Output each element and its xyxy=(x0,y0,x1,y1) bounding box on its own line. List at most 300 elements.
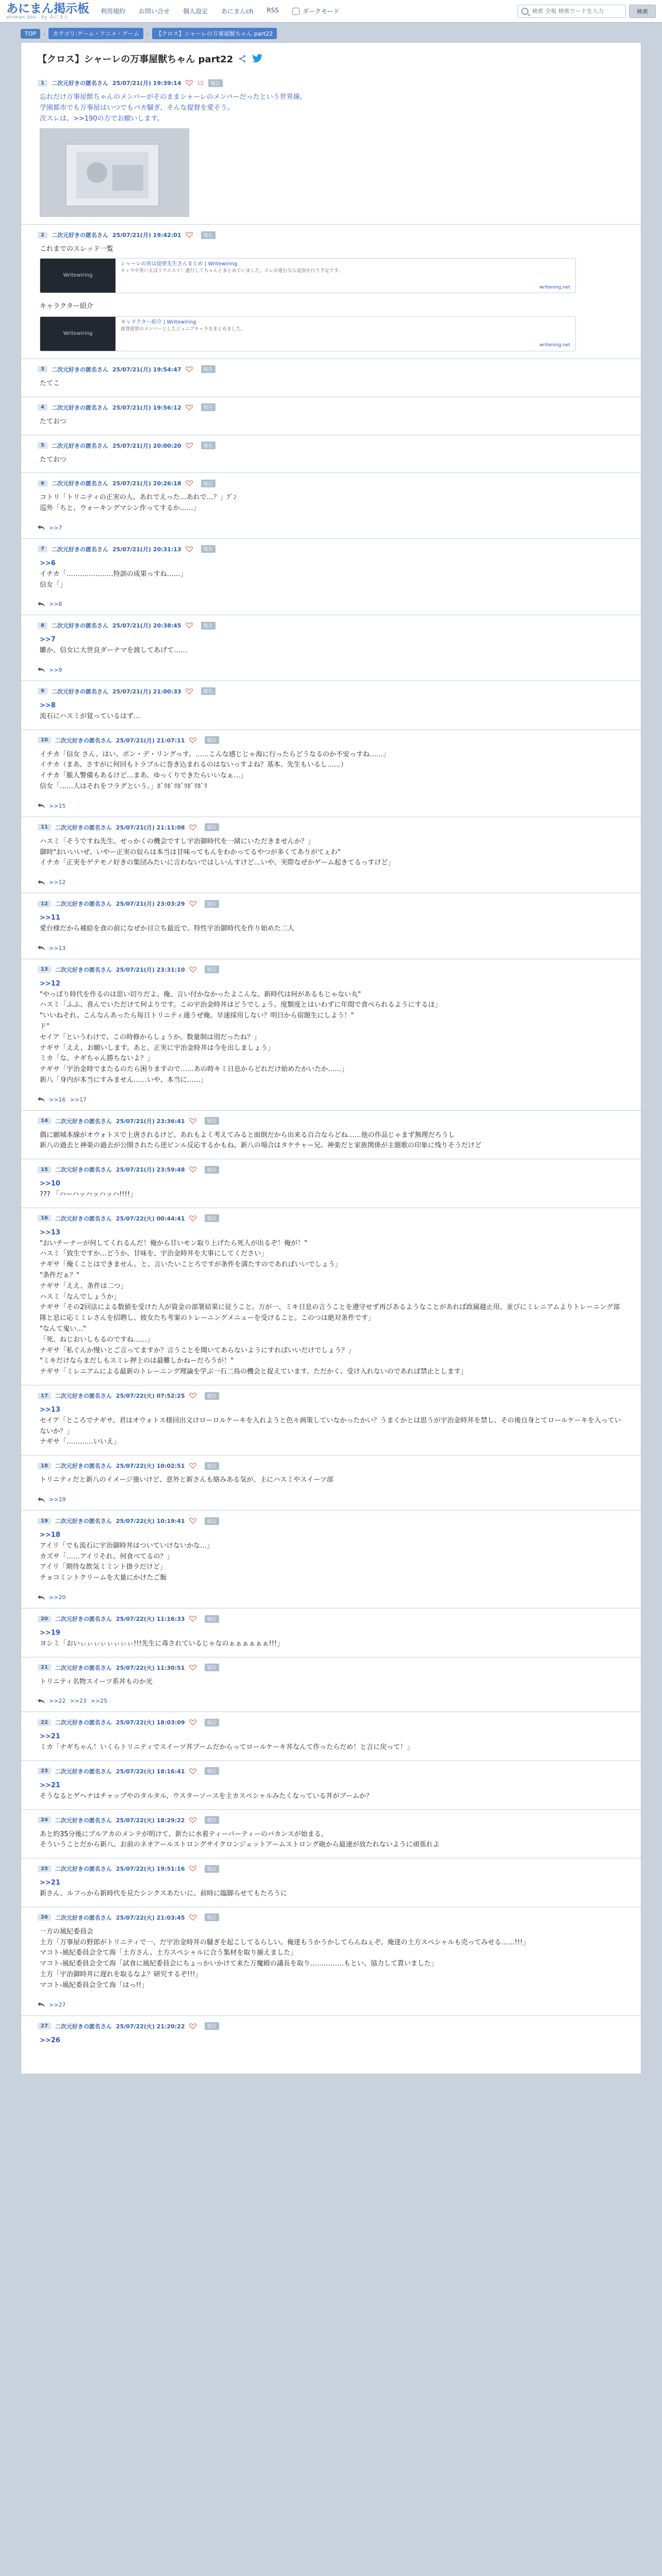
post-date: 25/07/22(火) 21:20:22 xyxy=(115,2023,185,2030)
heart-icon[interactable] xyxy=(189,2023,196,2029)
reply-icon xyxy=(38,1097,45,1102)
post-number[interactable]: 17 xyxy=(38,1393,51,1399)
post-date: 25/07/21(月) 21:11:08 xyxy=(115,824,185,831)
post-author: 二次元好きの匿名さん xyxy=(55,1817,112,1824)
breadcrumb-separator: › xyxy=(43,30,46,37)
post-author: 二次元好きの匿名さん xyxy=(55,966,112,973)
post-date: 25/07/21(月) 20:00:20 xyxy=(112,442,181,449)
breadcrumb-category[interactable]: カテゴリ:ゲーム・アニメ・ゲーム xyxy=(48,28,143,39)
post-author: 二次元好きの匿名さん xyxy=(51,688,108,695)
heart-icon[interactable] xyxy=(189,1914,196,1921)
reply-link[interactable]: >>23 xyxy=(70,1698,87,1705)
post-body xyxy=(38,1179,624,1200)
heart-icon[interactable] xyxy=(189,901,196,907)
post-body xyxy=(38,1677,624,1688)
report-button[interactable]: 報告 xyxy=(201,231,216,239)
search-button[interactable]: 検索 xyxy=(629,5,656,18)
heart-icon[interactable] xyxy=(189,1215,196,1222)
post-line: カズサ「……アイリそれ、何食べてるの？」 xyxy=(40,1552,174,1561)
post-date: 25/07/21(月) 23:31:10 xyxy=(115,966,185,973)
link-card-host: writening.net xyxy=(539,343,570,348)
post-line: ナギサ「…………いいえ」 xyxy=(40,1438,121,1446)
post xyxy=(21,681,641,730)
reply-link[interactable]: >>15 xyxy=(49,802,66,809)
report-button[interactable]: 報告 xyxy=(201,365,216,373)
post-author: 二次元好きの匿名さん xyxy=(55,1166,112,1174)
post-line[interactable]: >>12 xyxy=(40,979,60,988)
reply-icon xyxy=(38,1699,45,1704)
breadcrumb-separator: › xyxy=(146,30,149,37)
post-header xyxy=(38,1767,624,1775)
post-line: "いいねそれ。こんなんあったら毎日トリニティ通うぜ俺。早速採用しない？明日から宿題生にしよう！" xyxy=(40,1012,354,1020)
reply-links xyxy=(38,524,624,531)
post xyxy=(21,893,641,959)
post-body xyxy=(38,244,624,351)
dark-mode-checkbox[interactable] xyxy=(292,8,300,15)
report-button[interactable]: 報告 xyxy=(205,1767,219,1775)
post-number[interactable]: 19 xyxy=(38,1518,51,1524)
post-line: 御時"おいいいぜ、いやー正実の奴らは本当は甘味ってもんをわかってるやつが多くてありがてぇわ" xyxy=(40,848,341,856)
report-button[interactable]: 報告 xyxy=(205,1865,219,1873)
post-header xyxy=(38,2022,624,2030)
post-author: 二次元好きの匿名さん xyxy=(55,1664,112,1671)
post-line[interactable]: >>13 xyxy=(40,1228,60,1236)
post-line: ナギサ「ええ、条件は二つ」 xyxy=(40,1282,127,1290)
heart-icon[interactable] xyxy=(186,80,193,86)
report-button[interactable]: 報告 xyxy=(205,1392,219,1400)
reply-link[interactable]: >>12 xyxy=(49,879,66,886)
post xyxy=(21,359,641,397)
search-icon xyxy=(521,8,528,15)
nav-terms[interactable]: 利用規約 xyxy=(101,8,126,15)
link-card-info xyxy=(115,259,575,293)
report-button[interactable]: 報告 xyxy=(205,1117,219,1125)
post-image[interactable] xyxy=(40,128,189,217)
post-date: 25/07/21(月) 23:03:29 xyxy=(115,901,185,908)
post-list xyxy=(21,73,641,2053)
site-logo[interactable] xyxy=(6,3,89,20)
post-author: 二次元好きの匿名さん xyxy=(55,1117,112,1125)
post xyxy=(21,435,641,473)
search-area xyxy=(518,5,656,18)
post-number[interactable]: 9 xyxy=(38,688,47,694)
post-line: ハスミ「なんでしょうか」 xyxy=(40,1293,121,1301)
reply-link[interactable]: >>16 xyxy=(49,1096,66,1103)
post-line: そうなるとゲヘナはチャップやのタルタル、ウスターソースを主カスペシャルみたくなっている丼がブームか？ xyxy=(40,1792,373,1800)
link-card-thumb: Writewiring xyxy=(40,317,115,351)
report-button[interactable]: 報告 xyxy=(205,1664,219,1671)
post-header xyxy=(38,1165,624,1174)
post-header xyxy=(38,1117,624,1125)
post-number[interactable]: 20 xyxy=(38,1616,51,1622)
post-body xyxy=(38,837,624,869)
post-header xyxy=(38,545,624,553)
heart-icon[interactable] xyxy=(189,1518,196,1524)
post-number[interactable]: 25 xyxy=(38,1866,51,1872)
report-button[interactable]: 報告 xyxy=(201,622,216,630)
reply-link[interactable]: >>9 xyxy=(49,666,62,673)
reply-links xyxy=(38,803,624,809)
post-header xyxy=(38,1718,624,1726)
post xyxy=(21,224,641,359)
post-line: チョコミントクリームを大量にかけたご飯 xyxy=(40,1574,167,1582)
reply-icon xyxy=(38,945,45,951)
post-number[interactable]: 1 xyxy=(38,80,47,87)
post-line: トリニティ名物スイーツ系丼ものか光 xyxy=(40,1677,153,1686)
post-line[interactable]: >>21 xyxy=(40,1879,60,1887)
post-author: 二次元好きの匿名さん xyxy=(55,1866,112,1873)
post-body xyxy=(38,1475,624,1486)
post-line: たておつ xyxy=(40,455,67,464)
post xyxy=(21,1608,641,1657)
post-header xyxy=(38,403,624,412)
report-button[interactable]: 報告 xyxy=(205,1816,219,1824)
reply-icon xyxy=(38,803,45,808)
post-number[interactable]: 24 xyxy=(38,1817,51,1823)
report-button[interactable]: 報告 xyxy=(205,1913,219,1921)
post-date: 25/07/22(火) 11:30:51 xyxy=(115,1664,185,1671)
post-line[interactable]: >>8 xyxy=(40,701,56,709)
heart-icon[interactable] xyxy=(189,1817,196,1823)
post-number[interactable]: 23 xyxy=(38,1768,51,1774)
breadcrumb-top[interactable]: TOP xyxy=(21,29,40,39)
post-number[interactable]: 18 xyxy=(38,1463,51,1469)
post-line: コトリ「トリニティの正実の人、あれでえった…あれで…？」ﾌﾞﾝ xyxy=(40,494,237,502)
post-date: 25/07/21(月) 21:00:33 xyxy=(112,688,181,695)
post-author: 二次元好きの匿名さん xyxy=(51,622,108,630)
post-date: 25/07/21(月) 21:07:11 xyxy=(115,737,185,744)
heart-icon[interactable] xyxy=(186,404,193,411)
post-line: イチカ「正実をゲテモノ好きの集団みたいに言わないではしいんすけど…いや、実際なぜかゲーム起きてるっすけど」 xyxy=(40,859,395,867)
reply-icon xyxy=(38,667,45,672)
post-body xyxy=(38,701,624,722)
heart-icon[interactable] xyxy=(189,1665,196,1671)
report-button[interactable]: 報告 xyxy=(205,2022,219,2030)
post-author: 二次元好きの匿名さん xyxy=(55,1616,112,1622)
post-number[interactable]: 16 xyxy=(38,1215,51,1222)
post-body xyxy=(38,1829,624,1851)
post-number[interactable]: 10 xyxy=(38,737,51,743)
post-date: 25/07/22(火) 10:02:51 xyxy=(115,1463,185,1470)
report-button[interactable]: 報告 xyxy=(205,1462,219,1470)
post-number[interactable]: 8 xyxy=(38,622,47,629)
nav-rss[interactable]: RSS xyxy=(267,7,279,14)
post-date: 25/07/22(火) 21:03:45 xyxy=(115,1914,185,1921)
post-number[interactable]: 3 xyxy=(38,366,47,372)
logo-text[interactable]: あにまん掲示板 xyxy=(6,1,89,15)
post-line: イチカ「脈人警備もあるけど…まあ、ゆっくりできたらいいなぁ…」 xyxy=(40,772,247,780)
breadcrumb xyxy=(0,23,662,42)
twitter-icon[interactable] xyxy=(252,54,263,63)
post-line: 土方「万事屋の野郎がトリニティで一、だ宇治金時丼の騒ぎを起こしてるらしい。俺達もうかうかしてらんねぇぞ。俺達の土方スペシャルも売ってみせる……!!!」 xyxy=(40,1938,529,1946)
post-line: これまでのスレッド一覧 xyxy=(40,245,113,253)
post-line[interactable]: >>13 xyxy=(40,1406,60,1414)
reply-icon xyxy=(38,602,45,607)
heart-icon[interactable] xyxy=(186,232,193,238)
post-body xyxy=(38,1927,624,1991)
post-line[interactable]: >>6 xyxy=(40,559,56,567)
post-date: 25/07/21(月) 20:31:13 xyxy=(112,546,181,553)
post-header xyxy=(38,79,624,87)
post-line: 偶に願城本線がオウォトスで上唐されるけど、あれもよく考えてみると面倒だから出来る百合ならどね……他の作品じゃまず無理だろうし xyxy=(40,1131,455,1139)
post-line: アイリ「期待な飲気ミミント掛ラだけど」 xyxy=(40,1563,167,1571)
link-card[interactable] xyxy=(40,258,576,293)
post-header xyxy=(38,1517,624,1525)
link-card-title[interactable]: キャラクター紹介 | Writewiring xyxy=(121,319,196,325)
post xyxy=(21,1907,641,2015)
post-date: 25/07/21(月) 19:54:47 xyxy=(112,366,181,373)
post-line[interactable]: >>21 xyxy=(40,1781,60,1789)
heart-icon[interactable] xyxy=(189,1118,196,1124)
post-header xyxy=(38,1816,624,1824)
post-line: たてこ xyxy=(40,379,60,387)
link-card-thumb: Writewiring xyxy=(40,259,115,293)
post-header xyxy=(38,823,624,832)
reply-links xyxy=(38,601,624,607)
reply-icon xyxy=(38,1497,45,1502)
heart-icon[interactable] xyxy=(189,1463,196,1469)
post-date: 25/07/22(火) 00:44:41 xyxy=(115,1215,185,1222)
reply-link[interactable]: >>13 xyxy=(49,944,66,952)
report-button[interactable]: 報告 xyxy=(205,823,219,831)
post xyxy=(21,397,641,435)
heart-icon[interactable] xyxy=(186,546,193,552)
post-author: 二次元好きの匿名さん xyxy=(51,442,108,449)
post-line: ミカ「ナギちゃん！いくらトリニティでスイーツ丼ブームだからってロールケーキ丼なんて作ったらだめ！と言に戻って！」 xyxy=(40,1743,414,1752)
report-button[interactable]: 報告 xyxy=(201,480,216,487)
report-button[interactable]: 報告 xyxy=(205,1615,219,1623)
post-header xyxy=(38,479,624,487)
post-date: 25/07/21(月) 20:26:18 xyxy=(112,480,181,487)
post-date: 25/07/22(火) 07:52:25 xyxy=(115,1393,185,1400)
post-header xyxy=(38,900,624,908)
post-header xyxy=(38,365,624,374)
post-author: 二次元好きの匿名さん xyxy=(51,80,108,87)
post-header xyxy=(38,736,624,744)
reply-icon xyxy=(38,2002,45,2007)
post-author: 二次元好きの匿名さん xyxy=(55,737,112,744)
post-number[interactable]: 11 xyxy=(38,824,51,831)
post-header xyxy=(38,1615,624,1623)
post-header xyxy=(38,965,624,974)
post-author: 二次元好きの匿名さん xyxy=(55,1768,112,1775)
post-header xyxy=(38,1865,624,1873)
post-line: ??? 「ハーハッハッハッハ!!!!」 xyxy=(40,1191,137,1199)
dark-mode-toggle[interactable] xyxy=(292,7,340,15)
post-number[interactable]: 27 xyxy=(38,2023,51,2029)
reply-link[interactable]: >>27 xyxy=(49,2001,66,2008)
post-header xyxy=(38,1664,624,1672)
post-line: 新八の過去と神楽の過去が公開されたら逆ピンル反応するかもね。新八の場合はタケチャー兄、神楽だと家族関係が主題歌の印象に残りそうだけど xyxy=(40,1142,482,1150)
post-number[interactable]: 26 xyxy=(38,1914,51,1921)
thread-main xyxy=(21,42,641,2074)
reply-links xyxy=(38,879,624,886)
post xyxy=(21,615,641,681)
post-line: イチカ（まあ、さすがに何回もトラブルに巻き込まれるのはないっすよね？基本、先生もいるし……） xyxy=(40,761,347,769)
heart-icon[interactable] xyxy=(186,366,193,372)
heart-icon[interactable] xyxy=(186,480,193,486)
report-button[interactable]: 報告 xyxy=(205,1719,219,1726)
post-line: ハスミ「致生ですか…どうか、甘味を、宇治金時丼を大事にしてください」 xyxy=(40,1250,268,1258)
reply-link[interactable]: >>25 xyxy=(90,1698,108,1705)
post-author: 二次元好きの匿名さん xyxy=(55,901,112,908)
report-button[interactable]: 報告 xyxy=(205,1517,219,1525)
search-field[interactable] xyxy=(518,5,626,18)
reply-link[interactable]: >>7 xyxy=(49,524,62,531)
post-body xyxy=(38,1732,624,1753)
heart-icon[interactable] xyxy=(189,1768,196,1774)
post-number[interactable]: 12 xyxy=(38,901,51,907)
post xyxy=(21,73,641,224)
post-body xyxy=(38,1628,624,1650)
post-line: マコト-風紀委員会全て海「土方さん、土方スペシャルに合う集材を取り揃えました」 xyxy=(40,1949,297,1957)
report-button[interactable]: 報告 xyxy=(201,403,216,411)
post-author: 二次元好きの匿名さん xyxy=(55,1719,112,1726)
post-line: 次スレは、>>190の方でお願いします。 xyxy=(40,114,164,123)
post-header xyxy=(38,1214,624,1223)
post-line: 新さん、ルフっから新時代を見たシンクスあたいに、前時に臨脚らせてもたろうに xyxy=(40,1889,287,1897)
post-line: 「死、ねじおいしもるのですね……」 xyxy=(40,1335,154,1344)
nav-contact[interactable]: お問い合せ xyxy=(139,8,170,15)
site-header xyxy=(0,0,662,23)
breadcrumb-thread[interactable]: 【クロス】シャーレの万事屋獣ちゃん part22 xyxy=(152,28,277,39)
heart-icon[interactable] xyxy=(186,688,193,694)
link-card-desc: 提督提督のメンバーとしたジュニアキャラをまとめました。 xyxy=(121,326,245,332)
share-icon[interactable] xyxy=(238,55,246,63)
link-card-info xyxy=(115,317,575,351)
post-line[interactable]: >>18 xyxy=(40,1531,60,1539)
post-line: 巡外「ちと、ウォーキングマシン作ってするか……」 xyxy=(40,504,200,513)
post-body xyxy=(38,750,624,792)
report-button[interactable]: 報告 xyxy=(205,965,219,973)
post-line[interactable]: >>7 xyxy=(40,636,56,644)
post-line: マコト-風紀委員会全て海「はっ!!」 xyxy=(40,1981,148,1989)
post-line: ナギサ「私ぐんか慢いとご言ってますか？言うことを聞いてあらないようにすればいいだけでしょう？」 xyxy=(40,1346,355,1354)
post-author: 二次元好きの匿名さん xyxy=(55,2023,112,2030)
post-date: 25/07/21(月) 19:39:14 xyxy=(112,80,181,87)
post-line[interactable]: >>19 xyxy=(40,1629,60,1637)
post-number[interactable]: 15 xyxy=(38,1166,51,1173)
post-number[interactable]: 13 xyxy=(38,966,51,973)
post-body xyxy=(38,92,624,217)
report-button[interactable]: 報告 xyxy=(205,736,219,744)
post-body xyxy=(38,1130,624,1152)
post-line: ナギサ「ええ、お願いします。あと、正実に宇治金時丼は今を出しましょう」 xyxy=(40,1044,274,1052)
heart-icon[interactable] xyxy=(189,967,196,973)
nav-settings[interactable]: 個人設定 xyxy=(183,8,208,15)
post-header xyxy=(38,1913,624,1922)
report-button[interactable]: 報告 xyxy=(201,687,216,695)
post-number[interactable]: 14 xyxy=(38,1117,51,1124)
post-body xyxy=(38,1228,624,1378)
search-input[interactable] xyxy=(531,7,622,15)
post-body xyxy=(38,417,624,428)
post-line[interactable]: >>11 xyxy=(40,914,60,922)
reply-icon xyxy=(38,525,45,530)
post-body xyxy=(38,979,624,1086)
thread-title: 【クロス】シャーレの万事屋獣ちゃん part22 xyxy=(38,54,234,65)
nav-animanch[interactable]: あにまんch xyxy=(221,8,254,15)
post-number[interactable]: 22 xyxy=(38,1719,51,1726)
post xyxy=(21,1385,641,1455)
heart-icon[interactable] xyxy=(189,1393,196,1399)
post-number[interactable]: 21 xyxy=(38,1664,51,1671)
post-line: 学園都市でも万事屋はいつでもバカ騒ぎ、そんな提督を愛そう。 xyxy=(40,104,234,112)
heart-icon[interactable] xyxy=(189,737,196,743)
heart-icon[interactable] xyxy=(189,1719,196,1725)
link-card-title[interactable]: シャーレの皆は提督先生さんまとめ | Writewiring xyxy=(121,261,238,267)
post-number[interactable]: 5 xyxy=(38,442,47,449)
post xyxy=(21,1510,641,1608)
post-number[interactable]: 4 xyxy=(38,404,47,411)
heart-icon[interactable] xyxy=(189,1166,196,1173)
reply-link[interactable]: >>8 xyxy=(49,601,62,608)
post-author: 二次元好きの匿名さん xyxy=(51,546,108,553)
post-line: 土方「宇治御時丼に遅れを取るなよ？研究するぞ!!!」 xyxy=(40,1970,202,1978)
post-date: 25/07/22(火) 18:16:41 xyxy=(115,1768,185,1775)
reply-link[interactable]: >>17 xyxy=(70,1096,87,1103)
post xyxy=(21,817,641,893)
post-line[interactable]: >>21 xyxy=(40,1733,60,1741)
report-button[interactable]: 報告 xyxy=(205,900,219,908)
heart-icon[interactable] xyxy=(186,443,193,449)
post xyxy=(21,472,641,538)
post-author: 二次元好きの匿名さん xyxy=(51,480,108,487)
post xyxy=(21,1657,641,1712)
report-button[interactable]: 報告 xyxy=(208,79,223,87)
post-date: 25/07/22(火) 11:16:33 xyxy=(115,1616,185,1622)
reply-link[interactable]: >>20 xyxy=(49,1594,66,1601)
post-line: たておつ xyxy=(40,417,67,426)
post-line: トリニティだと新八のイメージ強いけど、意外と新さんも絡みある気が、主にハスミやスイーツ部 xyxy=(40,1476,334,1484)
post xyxy=(21,959,641,1110)
report-button[interactable]: 報告 xyxy=(201,545,216,553)
post-number[interactable]: 2 xyxy=(38,232,47,239)
post-line[interactable]: >>26 xyxy=(40,2036,60,2044)
post-line: キャラクター紹介 xyxy=(40,302,93,311)
post-body xyxy=(38,379,624,389)
post-author: 二次元好きの匿名さん xyxy=(55,1215,112,1222)
reply-link[interactable]: >>22 xyxy=(49,1698,66,1705)
post-header xyxy=(38,1462,624,1470)
heart-icon[interactable] xyxy=(189,1616,196,1622)
heart-icon[interactable] xyxy=(186,622,193,629)
reply-icon xyxy=(38,1595,45,1600)
report-button[interactable]: 報告 xyxy=(201,442,216,449)
post-line: ハスミ「ふふ、喜んでいただけて何よりです。この宇治金時丼はどうでしょう。度類度とはいわずに年間で食べられるようにするほ」 xyxy=(40,1001,442,1009)
post-line: 忘れだけ万事屋獣ちゃんのメンバーがそのままシャーレのメンバーだったという世界線。 xyxy=(40,93,307,101)
top-nav xyxy=(101,7,279,15)
post-number[interactable]: 6 xyxy=(38,480,47,487)
heart-icon[interactable] xyxy=(189,1866,196,1872)
report-button[interactable]: 報告 xyxy=(205,1166,219,1174)
report-button[interactable]: 報告 xyxy=(205,1214,219,1222)
post xyxy=(21,1858,641,1907)
post-line[interactable]: >>10 xyxy=(40,1180,60,1188)
reply-link[interactable]: >>19 xyxy=(49,1496,66,1503)
link-card[interactable] xyxy=(40,316,576,351)
post-header xyxy=(38,231,624,239)
post-body xyxy=(38,558,624,590)
post-number[interactable]: 7 xyxy=(38,546,47,552)
post-body xyxy=(38,635,624,656)
footer-space xyxy=(21,2053,641,2074)
post-author: 二次元好きの匿名さん xyxy=(51,366,108,373)
post-body xyxy=(38,455,624,466)
like-count: 12 xyxy=(196,79,204,87)
thread-header xyxy=(21,49,641,73)
heart-icon[interactable] xyxy=(189,824,196,831)
